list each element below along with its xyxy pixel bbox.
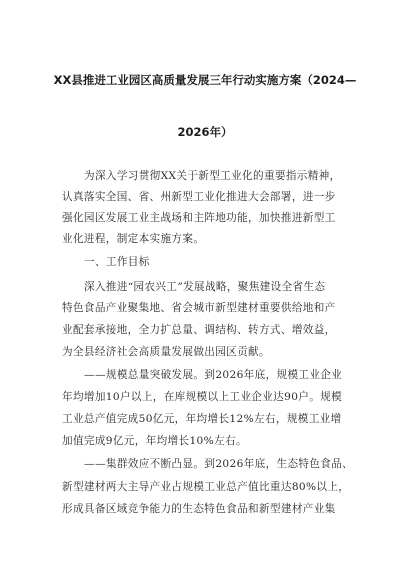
paragraph-line: 强化园区发展工业主战场和主阵地功能，加快推进新型工	[62, 212, 336, 224]
paragraph-line: 加值完成9亿元，年均增长10%左右。	[62, 435, 247, 447]
paragraph-line: 深入推进“园农兴工”发展战略，聚焦建设全省生态	[84, 281, 326, 293]
paragraph-line: ——集群效应不断凸显。到2026年底，生态特色食品、	[84, 458, 354, 470]
paragraph-line: 特色食品产业聚集地、省会城市新型建材重要供给地和产	[62, 302, 336, 314]
paragraph-line: 新型建材两大主导产业占规模工业总产值比重达80%以上，	[62, 481, 350, 493]
paragraph-line: 工业总产值完成50亿元，年均增长12%左右，规模工业增	[62, 413, 342, 425]
paragraph-line: 形成具备区域竞争能力的生态特色食品和新型建材产业集	[62, 503, 336, 515]
section-heading: 一、工作目标	[84, 256, 150, 268]
paragraph-line: ——规模总量突破发展。到2026年底，规模工业企业	[84, 369, 343, 381]
paragraph-line: 认真落实全国、省、州新型工业化推进大会部署，进一步	[62, 191, 336, 203]
paragraph-line: 年均增加10户以上，在库规模以上工业企业达90户。规模	[62, 391, 343, 403]
paragraph-line: 为全县经济社会高质量发展做出园区贡献。	[62, 346, 270, 358]
paragraph-line: 业化进程，制定本实施方案。	[62, 233, 205, 245]
document-title-line-2: 2026年）	[177, 125, 233, 139]
paragraph-line: 业配套承接地，全力扩总量、调结构、转方式、增效益，	[62, 324, 336, 336]
document-title-line-1: XX县推进工业园区高质量发展三年行动实施方案（2024—	[53, 73, 357, 87]
paragraph-line: 为深入学习贯彻XX关于新型工业化的重要指示精神，	[84, 170, 341, 182]
